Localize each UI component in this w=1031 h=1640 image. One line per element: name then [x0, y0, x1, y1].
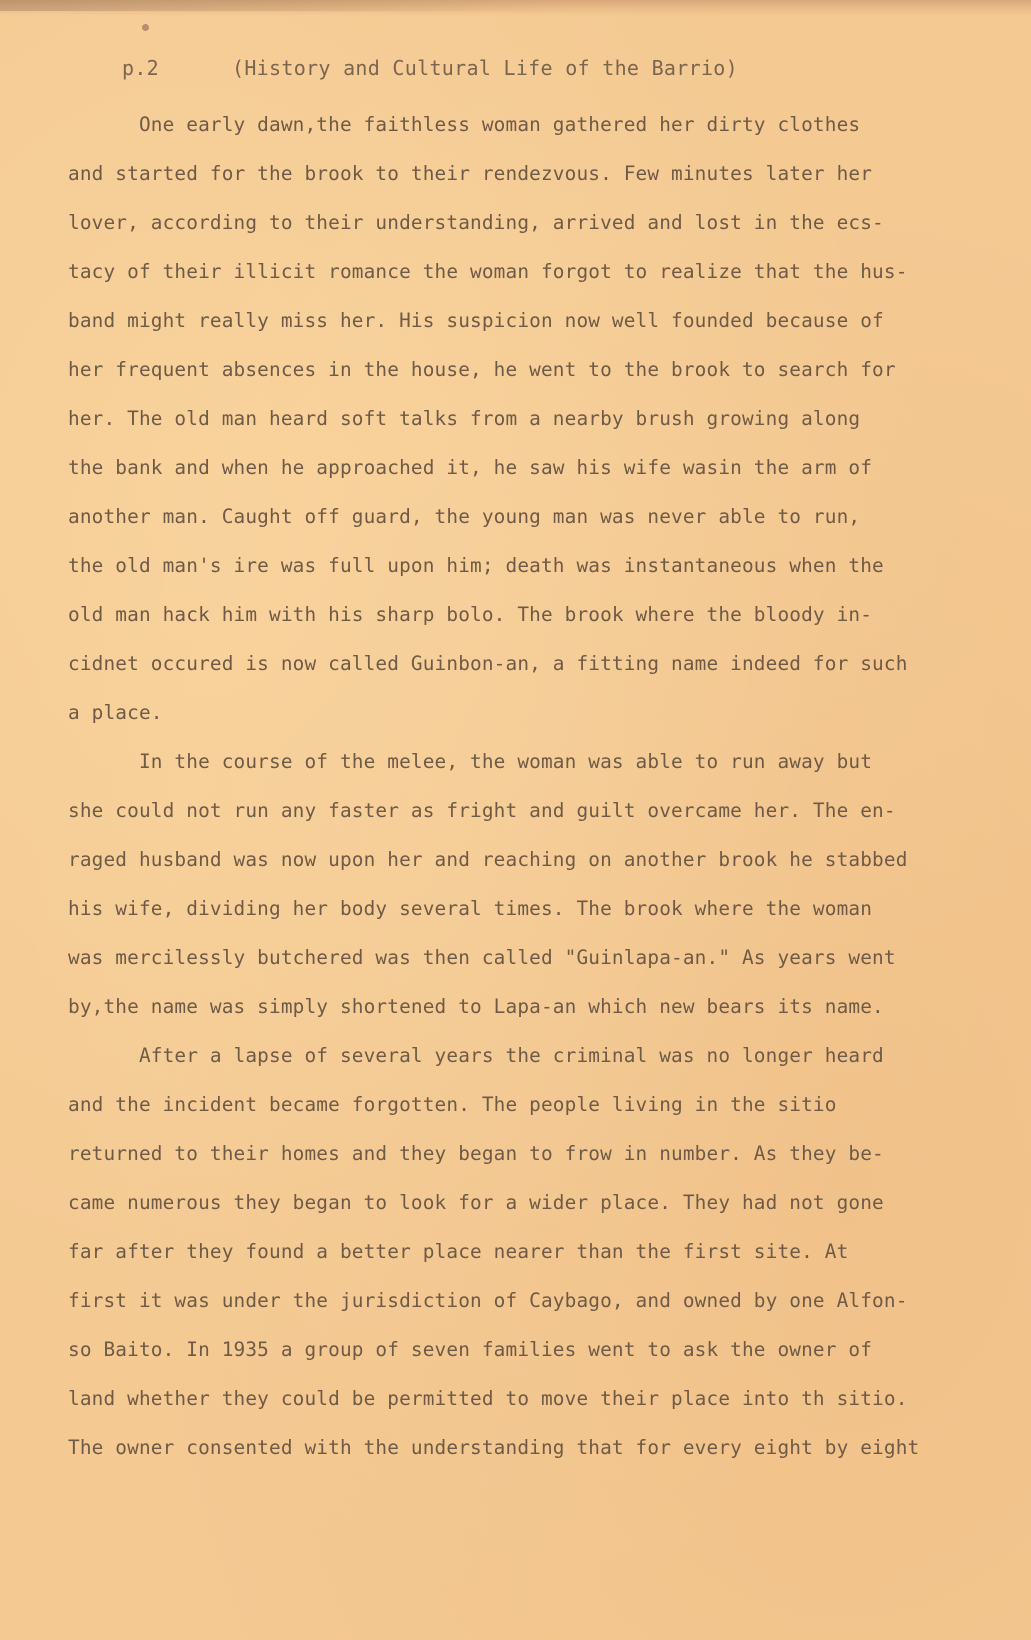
text-line: cidnet occured is now called Guinbon-an, a fitting name indeed for such — [68, 652, 908, 675]
paper-stain — [0, 0, 560, 11]
text-line: raged husband was now upon her and reaching on another brook he stabbed — [68, 848, 908, 871]
text-line: returned to their homes and they began to frow in number. As they be- — [68, 1142, 884, 1165]
text-line: One early dawn,the faithless woman gathered her dirty clothes — [68, 113, 861, 136]
text-line: tacy of their illicit romance the woman forgot to realize that the hus- — [68, 260, 908, 283]
text-line: In the course of the melee, the woman was able to run away but — [68, 750, 873, 773]
text-line: lover, according to their understanding, arrived and lost in the ecs- — [68, 211, 884, 234]
text-line: band might really miss her. His suspicion now well founded because of — [68, 309, 884, 332]
page-title: (History and Cultural Life of the Barrio) — [232, 56, 738, 80]
text-line: first it was under the jurisdiction of Caybago, and owned by one Alfon- — [68, 1289, 908, 1312]
text-line: so Baito. In 1935 a group of seven families went to ask the owner of — [68, 1338, 873, 1361]
text-line: The owner consented with the understanding that for every eight by eight — [68, 1436, 920, 1459]
page-header — [122, 56, 738, 80]
text-line: she could not run any faster as fright and guilt overcame her. The en- — [68, 799, 896, 822]
page-number: p.2 — [122, 56, 160, 80]
text-line: another man. Caught off guard, the young man was never able to run, — [68, 505, 861, 528]
text-line: the old man's ire was full upon him; death was instantaneous when the — [68, 554, 884, 577]
text-line: by,the name was simply shortened to Lapa-an which new bears its name. — [68, 995, 884, 1018]
text-line: her frequent absences in the house, he went to the brook to search for — [68, 358, 896, 381]
text-line: was mercilessly butchered was then called "Guinlapa-an." As years went — [68, 946, 896, 969]
text-line: and the incident became forgotten. The people living in the sitio — [68, 1093, 837, 1116]
text-line: land whether they could be permitted to move their place into th sitio. — [68, 1387, 908, 1410]
text-line: and started for the brook to their rendezvous. Few minutes later her — [68, 162, 873, 185]
text-line: the bank and when he approached it, he saw his wife wasin the arm of — [68, 456, 873, 479]
text-line: her. The old man heard soft talks from a nearby brush growing along — [68, 407, 861, 430]
document-body — [68, 100, 1003, 1472]
text-line: After a lapse of several years the criminal was no longer heard — [68, 1044, 884, 1067]
text-line: old man hack him with his sharp bolo. The brook where the bloody in- — [68, 603, 873, 626]
text-line: far after they found a better place nearer than the first site. At — [68, 1240, 849, 1263]
text-line: his wife, dividing her body several times. The brook where the woman — [68, 897, 873, 920]
text-line: a place. — [68, 701, 163, 724]
ink-spot — [142, 24, 149, 31]
text-line: came numerous they began to look for a wider place. They had not gone — [68, 1191, 884, 1214]
